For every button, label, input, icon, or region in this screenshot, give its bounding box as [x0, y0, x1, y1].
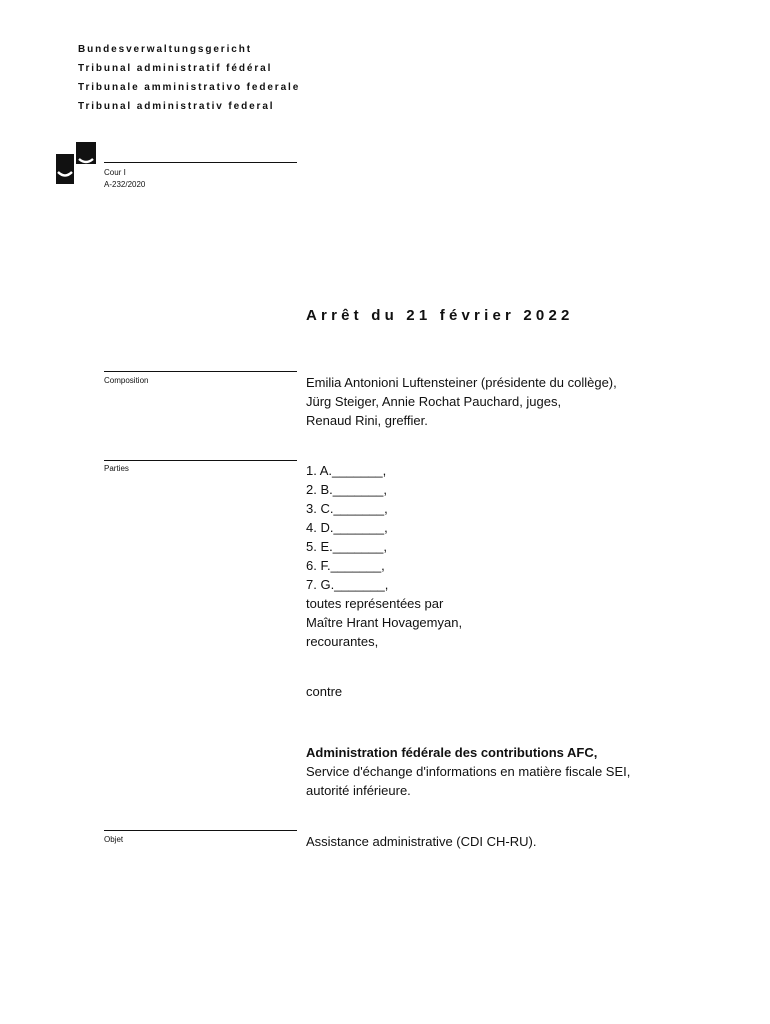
parties-appellants	[306, 461, 462, 651]
divider-parties	[104, 460, 297, 461]
representation-line: toutes représentées par	[306, 596, 444, 611]
case-number: A-232/2020	[104, 180, 146, 189]
appellant-item: 1. A._______,	[306, 463, 387, 478]
appellant-item: 4. D._______,	[306, 520, 388, 535]
divider-object	[104, 830, 297, 831]
divider-composition	[104, 371, 297, 372]
appellant-item: 2. B._______,	[306, 482, 387, 497]
appellant-item: 5. E._______,	[306, 539, 387, 554]
composition-label: Composition	[104, 376, 149, 385]
court-header	[78, 40, 300, 116]
court-logo-icon	[56, 142, 96, 186]
composition-line: Renaud Rini, greffier.	[306, 413, 428, 428]
respondent-detail: Service d'échange d'informations en matière fiscale SEI,	[306, 764, 631, 779]
representation-line: recourantes,	[306, 634, 379, 649]
appellant-item: 7. G._______,	[306, 577, 389, 592]
object-text: Assistance administrative (CDI CH-RU).	[306, 834, 537, 849]
court-name-de: Bundesverwaltungsgericht	[78, 44, 252, 55]
composition-line: Jürg Steiger, Annie Rochat Pauchard, juges,	[306, 394, 562, 409]
appellant-item: 6. F._______,	[306, 558, 385, 573]
composition-text	[306, 373, 617, 430]
appellant-item: 3. C._______,	[306, 501, 388, 516]
page-title: Arrêt du 21 février 2022	[306, 307, 574, 324]
parties-label: Parties	[104, 464, 129, 473]
versus-text: contre	[306, 684, 343, 699]
respondent-name: Administration fédérale des contributions AFC,	[306, 745, 598, 760]
representation-line: Maître Hrant Hovagemyan,	[306, 615, 463, 630]
respondent-detail: autorité inférieure.	[306, 783, 411, 798]
composition-line: Emilia Antonioni Luftensteiner (présidente du collège),	[306, 375, 617, 390]
divider-case	[104, 162, 297, 163]
court-division: Cour I	[104, 168, 126, 177]
respondent	[306, 743, 630, 800]
court-name-fr: Tribunal administratif fédéral	[78, 63, 273, 74]
court-name-rm: Tribunal administrativ federal	[78, 101, 275, 112]
object-label: Objet	[104, 835, 124, 844]
court-name-it: Tribunale amministrativo federale	[78, 82, 301, 93]
